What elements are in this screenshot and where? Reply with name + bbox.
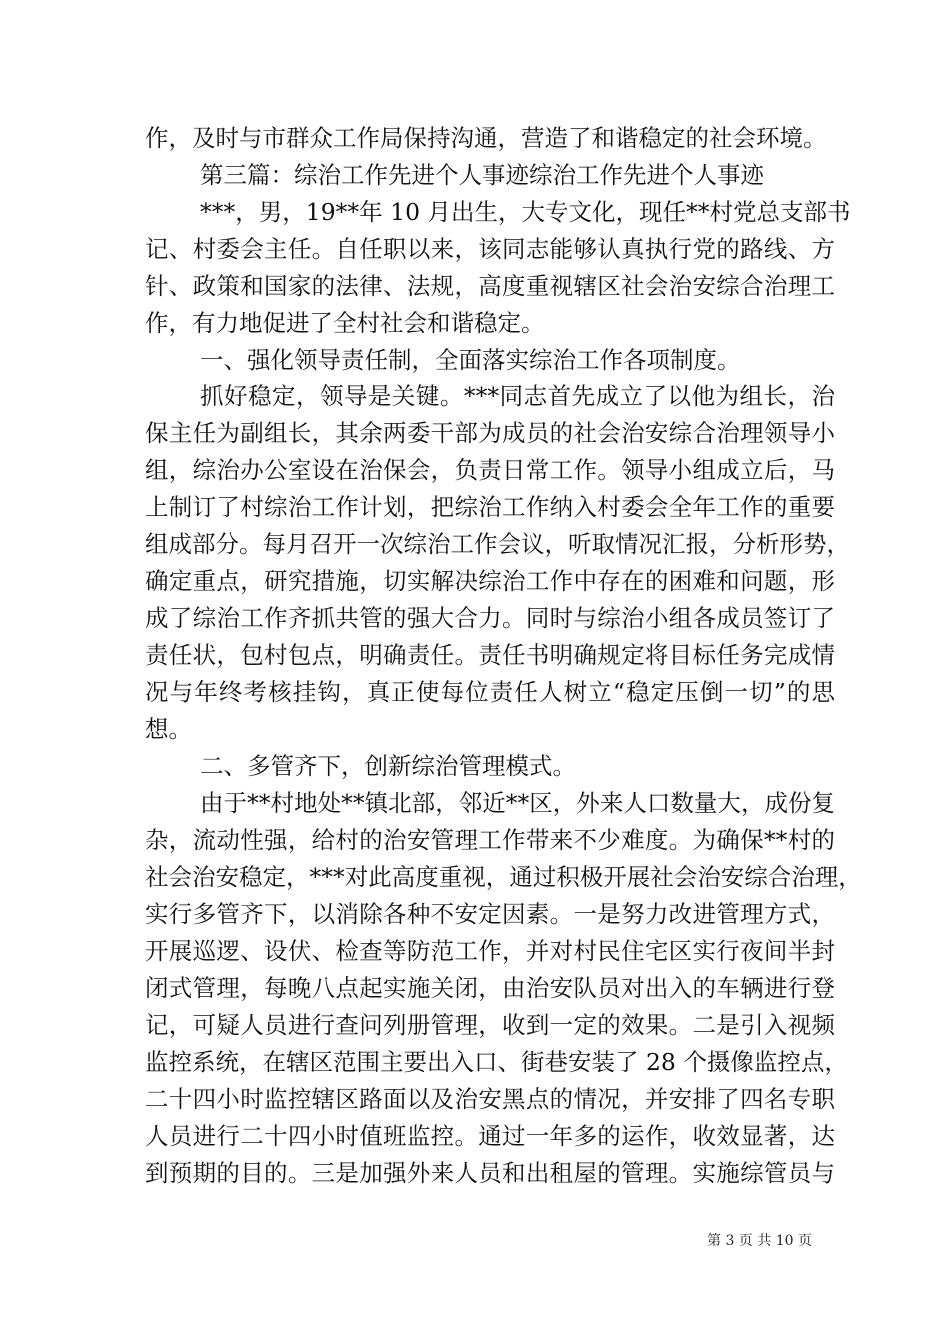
text-line: 监控系统，在辖区范围主要出入口、街巷安装了 28 个摄像监控点， — [145, 1048, 848, 1076]
text-line: 成了综治工作齐抓共管的强大合力。同时与综治小组各成员签订了 — [145, 604, 835, 632]
text-line: 作，及时与市群众工作局保持沟通，营造了和谐稳定的社会环境。 — [145, 124, 827, 152]
text-line: 组成部分。每月召开一次综治工作会议，听取情况汇报，分析形势， — [145, 530, 850, 558]
text-line: 由于**村地处**镇北部，邻近**区，外来人口数量大，成份复 — [200, 789, 835, 817]
text-line: 到预期的目的。三是加强外来人员和出租屋的管理。实施综管员与 — [145, 1159, 835, 1187]
text-line: 杂，流动性强，给村的治安管理工作带来不少难度。为确保**村的 — [145, 826, 835, 854]
text-line: 实行多管齐下，以消除各种不安定因素。一是努力改进管理方式， — [145, 900, 835, 928]
text-line: 上制订了村综治工作计划，把综治工作纳入村委会全年工作的重要 — [145, 493, 835, 521]
subheading-2: 二、多管齐下，创新综治管理模式。 — [200, 752, 576, 780]
text-line: 组，综治办公室设在治保会，负责日常工作。领导小组成立后，马 — [145, 456, 835, 484]
page-number: 第 3 页 共 10 页 — [707, 1233, 812, 1249]
section-title: 第三篇：综治工作先进个人事迹综治工作先进个人事迹 — [200, 161, 764, 189]
text-line: 确定重点，研究措施，切实解决综治工作中存在的困难和问题，形 — [145, 567, 835, 595]
text-line: 责任状，包村包点，明确责任。责任书明确规定将目标任务完成情 — [145, 641, 835, 669]
text-line: 开展巡逻、设伏、检查等防范工作，并对村民住宅区实行夜间半封 — [145, 937, 835, 965]
text-line: 保主任为副组长，其余两委干部为成员的社会治安综合治理领导小 — [145, 419, 835, 447]
text-line: 闭式管理，每晚八点起实施关闭，由治安队员对出入的车辆进行登 — [145, 974, 835, 1002]
text-line: 记，可疑人员进行查问列册管理，收到一定的效果。二是引入视频 — [145, 1011, 835, 1039]
text-line: 作，有力地促进了全村社会和谐稳定。 — [145, 309, 545, 337]
text-line: 针、政策和国家的法律、法规，高度重视辖区社会治安综合治理工 — [145, 272, 835, 300]
text-line: 二十四小时监控辖区路面以及治安黑点的情况，并安排了四名专职 — [145, 1085, 835, 1113]
text-line: 想。 — [145, 715, 192, 743]
subheading-1: 一、强化领导责任制，全面落实综治工作各项制度。 — [200, 346, 741, 374]
text-line: 人员进行二十四小时值班监控。通过一年多的运作，收效显著，达 — [145, 1122, 835, 1150]
text-line: 社会治安稳定，***对此高度重视，通过积极开展社会治安综合治理， — [145, 863, 862, 891]
text-line: ***，男，19**年 10 月出生，大专文化，现任**村党总支部书 — [200, 198, 851, 226]
text-line: 抓好稳定，领导是关键。***同志首先成立了以他为组长，治 — [200, 382, 835, 410]
text-line: 记、村委会主任。自任职以来，该同志能够认真执行党的路线、方 — [145, 235, 835, 263]
text-line: 况与年终考核挂钩，真正使每位责任人树立“稳定压倒一切”的思 — [145, 678, 835, 706]
